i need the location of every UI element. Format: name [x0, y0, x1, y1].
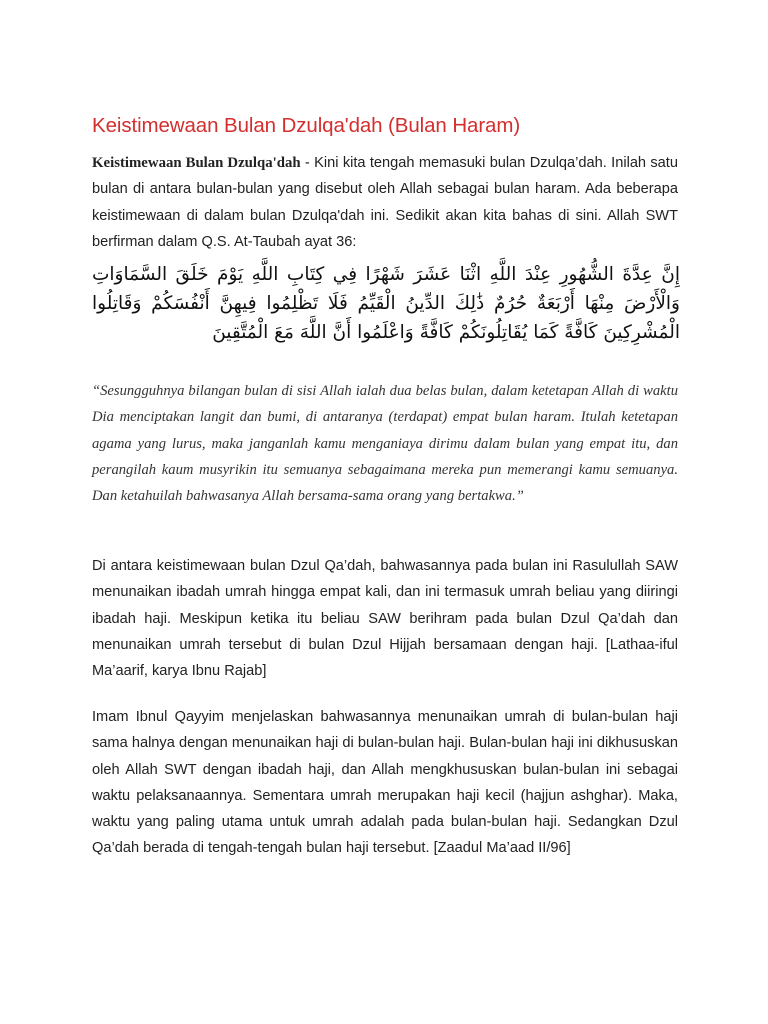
intro-text: - Kini kita tengah memasuki bulan Dzulqa’dah. Inilah satu bulan di antara bulan-bulan yang disebut oleh Allah sebagai bulan haram. Ada beberapa keistimewaan di dalam bulan Dzulqa'dah ini. Sedikit akan kita bahas di sini. Allah SWT berfirman dalam Q.S. At-Taubah ayat 36: — [92, 155, 678, 250]
verse-translation: “Sesungguhnya bilangan bulan di sisi Allah ialah dua belas bulan, dalam ketetapan Allah di waktu Dia menciptakan langit dan bumi, di antaranya (terdapat) empat bulan haram. Itulah ketetapan agama yang lurus, maka janganlah kamu menganiaya dirimu dalam bulan yang empat itu, dan perangilah kaum musyrikin itu semuanya sebagaimana mereka pun memerangi kamu semuanya. Dan ketahuilah bahwasanya Allah bersama-sama orang yang bertakwa.” — [92, 383, 678, 505]
article-title: Keistimewaan Bulan Dzulqa'dah (Bulan Haram) — [92, 114, 521, 137]
paragraph-umrah-rasulullah: Di antara keistimewaan bulan Dzul Qa’dah, bahwasannya pada bulan ini Rasulullah SAW menunaikan ibadah umrah hingga empat kali, dan ini termasuk umrah beliau yang diiringi ibadah haji. Meskipun ketika itu beliau SAW berihram pada bulan Dzul Qa’dah dan menunaikan umrah tersebut di bulan Dzul Hijjah bersamaan dengan haji. [Lathaa-iful Ma’aarif, karya Ibnu Rajab] — [92, 558, 678, 680]
intro-lead: Keistimewaan Bulan Dzulqa'dah — [92, 155, 301, 171]
intro-paragraph — [92, 150, 678, 255]
paragraph-ibnul-qayyim: Imam Ibnul Qayyim menjelaskan bahwasannya menunaikan umrah di bulan-bulan haji sama halnya dengan menunaikan haji di bulan-bulan haji. Bulan-bulan haji ini dikhususkan oleh Allah SWT dengan ibadah haji, dan Allah mengkhususkan bulan-bulan ini sebagai waktu pelaksanaannya. Sementara umrah merupakan haji kecil (hajjun ashghar). Maka, waktu yang paling utama untuk umrah adalah pada bulan-bulan haji. Sedangkan Dzul Qa’dah berada di tengah-tengah bulan haji tersebut. [Zaadul Ma’aad II/96] — [92, 709, 678, 857]
arabic-verse: إِنَّ عِدَّةَ الشُّهُورِ عِنْدَ اللَّهِ اثْنَا عَشَرَ شَهْرًا فِي كِتَابِ اللَّهِ يَوْمَ خَلَقَ السَّمَاوَاتِ وَالْأَرْضَ مِنْهَا أَرْبَعَةٌ حُرُمٌ ذَٰلِكَ الدِّينُ الْقَيِّمُ فَلَا تَظْلِمُوا فِيهِنَّ أَنْفُسَكُمْ وَقَاتِلُوا الْمُشْرِكِينَ كَافَّةً كَمَا يُقَاتِلُونَكُمْ كَافَّةً وَاعْلَمُوا أَنَّ اللَّهَ مَعَ الْمُتَّقِينَ — [92, 264, 680, 343]
